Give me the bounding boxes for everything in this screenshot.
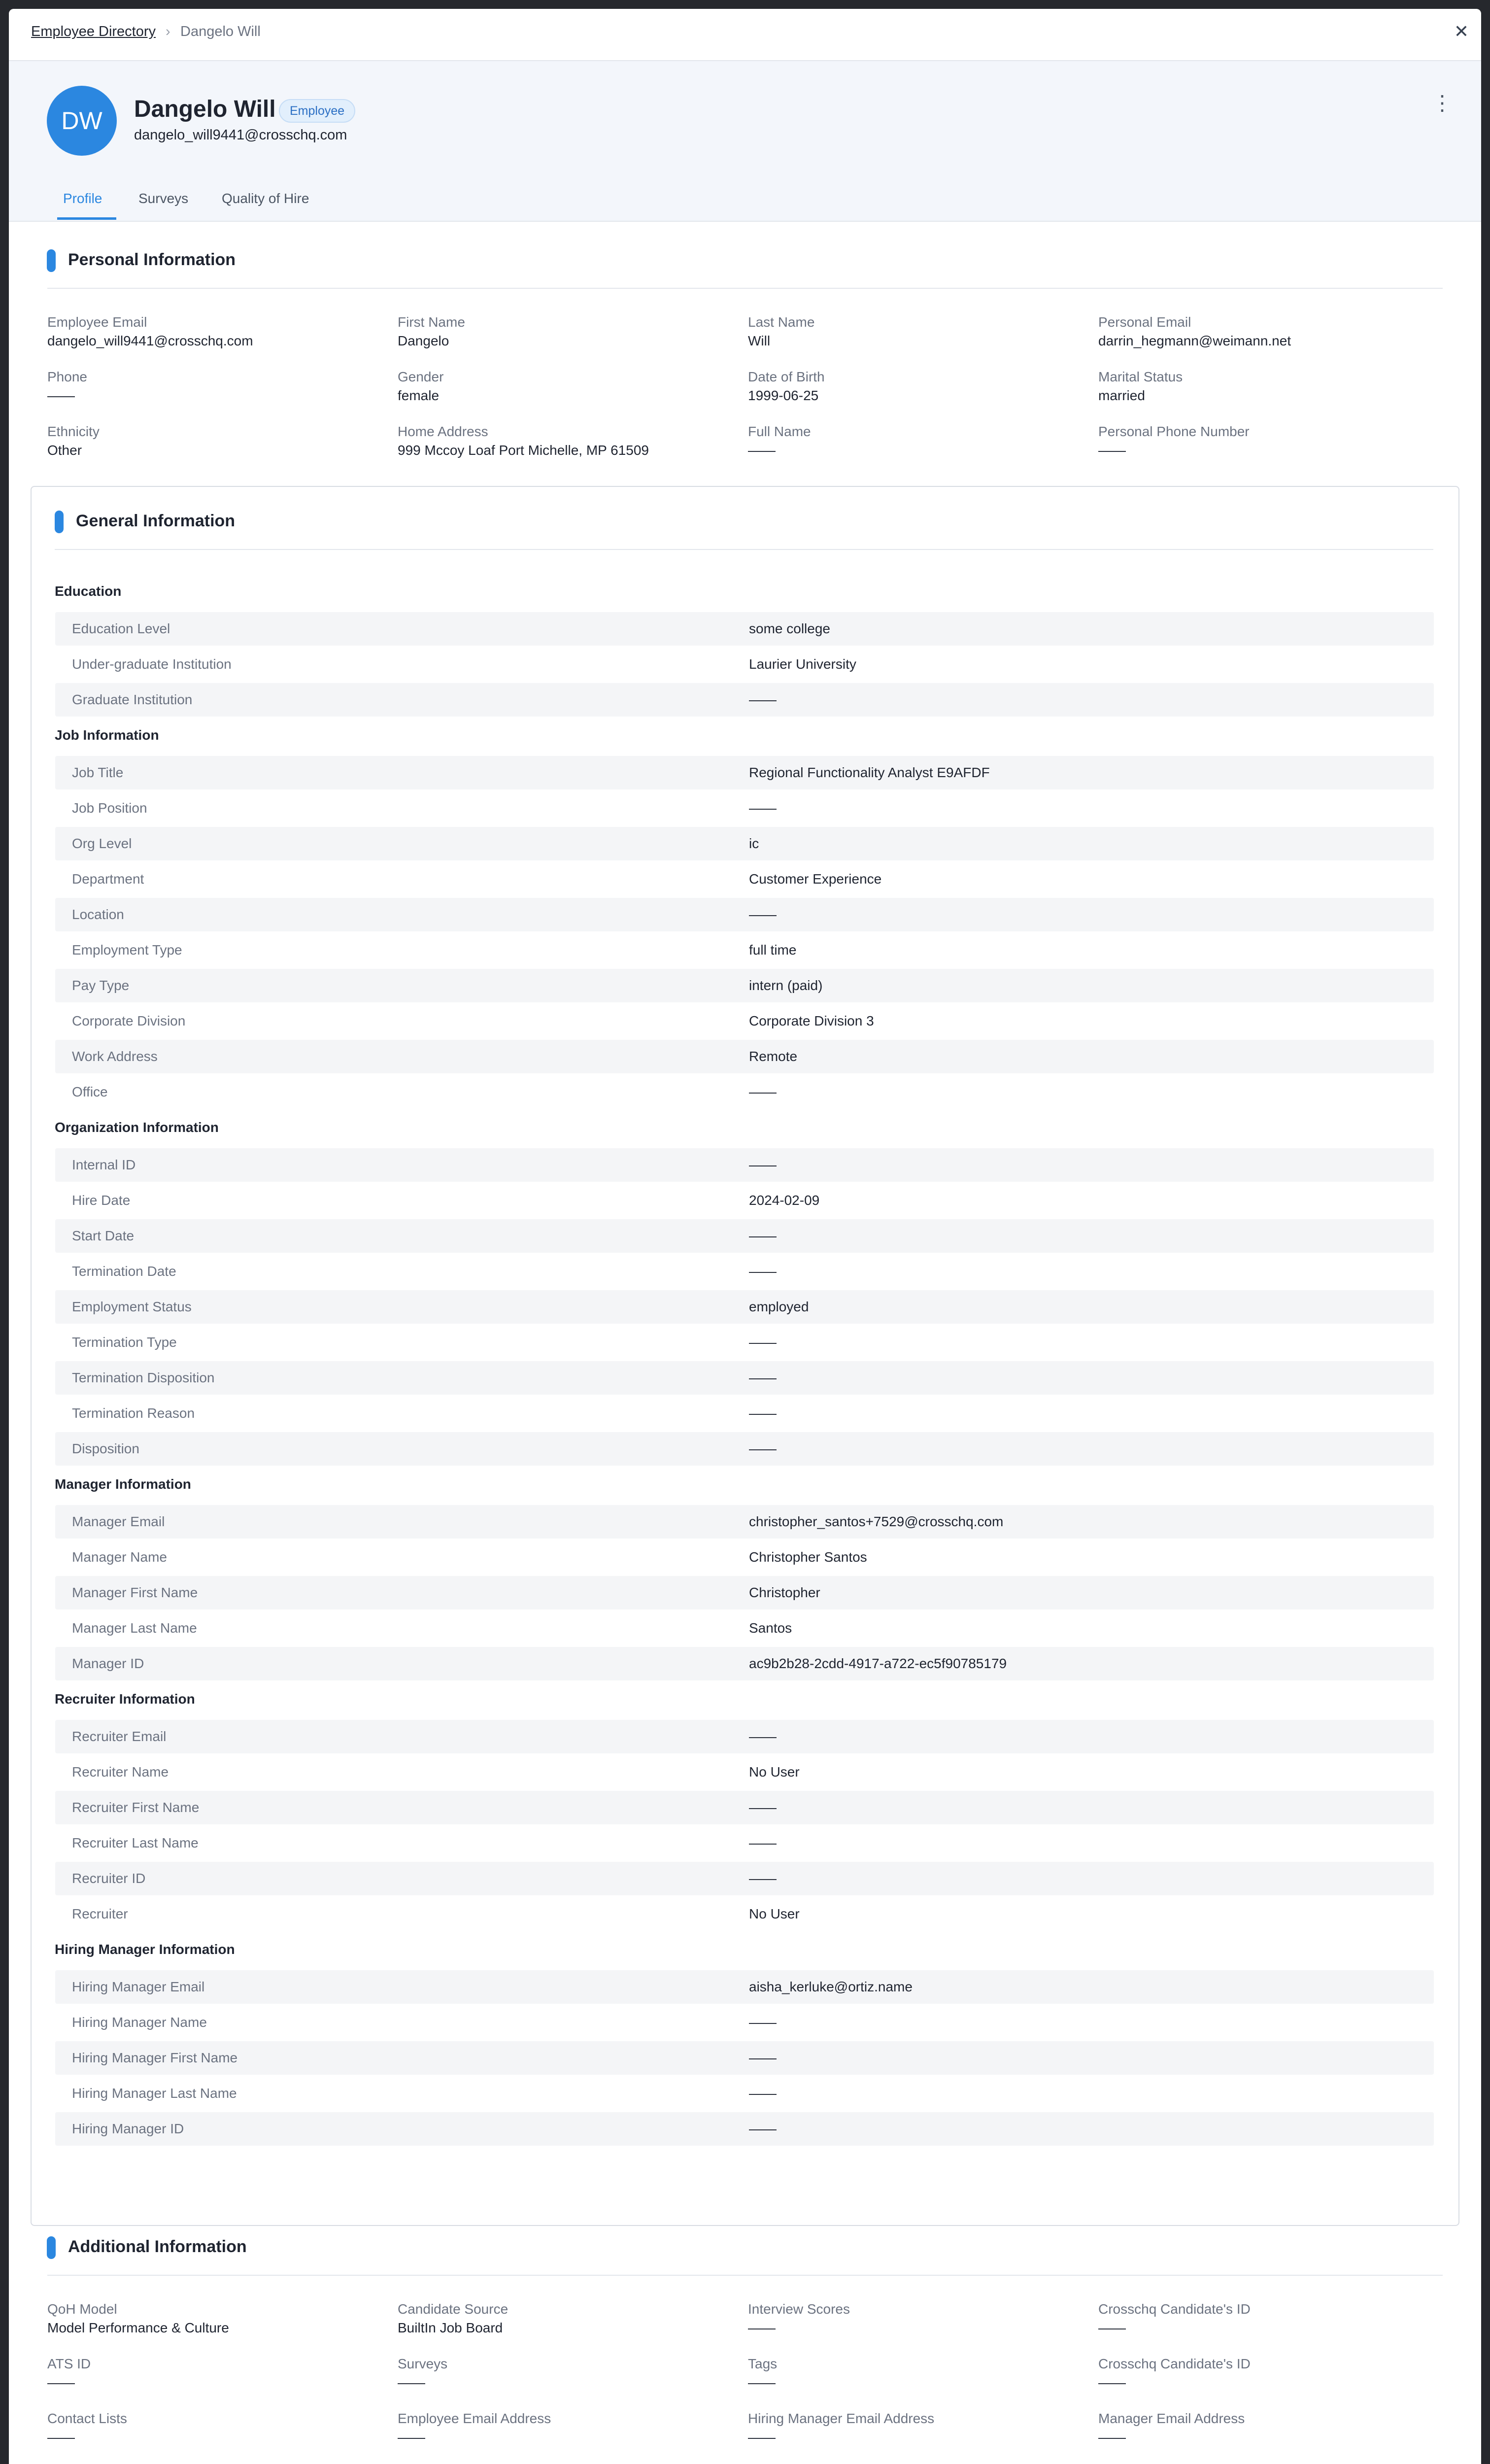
field-label: Tags — [748, 2356, 778, 2371]
row-value: —— — [749, 1157, 777, 1172]
avatar: DW — [47, 86, 117, 156]
info-row — [55, 1255, 1434, 1288]
row-label: Recruiter First Name — [72, 1800, 200, 1815]
field-label: Last Name — [748, 314, 815, 330]
row-label: Manager Last Name — [72, 1620, 197, 1636]
row-label: Pay Type — [72, 978, 130, 993]
field-value: married — [1098, 388, 1145, 403]
field-value: —— — [1098, 443, 1126, 458]
field-value: —— — [748, 2320, 776, 2335]
field-value: 999 Mccoy Loaf Port Michelle, MP 61509 — [398, 443, 649, 458]
row-label: Employment Status — [72, 1299, 192, 1314]
field-label: Ethnicity — [47, 424, 100, 439]
section-divider — [47, 2275, 1443, 2276]
status-badge: Employee — [279, 99, 355, 123]
info-row — [55, 1576, 1434, 1609]
row-label: Manager Email — [72, 1514, 165, 1529]
field-label: Date of Birth — [748, 369, 825, 384]
row-value: —— — [749, 1228, 777, 1243]
info-row — [55, 898, 1434, 931]
section-divider — [47, 288, 1443, 289]
field-value: —— — [398, 2430, 425, 2445]
field-value: —— — [47, 388, 75, 403]
active-tab-indicator — [57, 217, 116, 220]
row-value: —— — [749, 2086, 777, 2101]
row-value: —— — [749, 1871, 777, 1886]
row-value: ic — [749, 836, 759, 851]
row-label: Manager Name — [72, 1549, 167, 1565]
field-label: Marital Status — [1098, 369, 1183, 384]
info-row — [55, 1290, 1434, 1324]
row-value: —— — [749, 1835, 777, 1850]
row-label: Manager First Name — [72, 1585, 198, 1600]
info-row — [55, 1755, 1434, 1789]
info-row — [55, 1970, 1434, 2004]
field-value: Will — [748, 333, 771, 348]
row-value: —— — [749, 1264, 777, 1279]
row-label: Job Position — [72, 800, 147, 816]
modal-topbar — [9, 9, 1481, 61]
row-label: Hiring Manager ID — [72, 2121, 184, 2136]
section-accent — [47, 249, 56, 272]
employee-name: Dangelo Will — [134, 96, 276, 122]
info-row — [55, 1361, 1434, 1395]
row-value: intern (paid) — [749, 978, 823, 993]
row-label: Termination Disposition — [72, 1370, 215, 1385]
row-value: Regional Functionality Analyst E9AFDF — [749, 765, 990, 780]
field-value: female — [398, 388, 440, 403]
info-row — [55, 612, 1434, 646]
info-row — [55, 1326, 1434, 1359]
row-value: —— — [749, 1441, 777, 1456]
row-value: Christopher — [749, 1585, 820, 1600]
breadcrumb-chevron-icon: › — [166, 24, 170, 39]
info-row — [55, 1219, 1434, 1253]
general-information-title: General Information — [76, 512, 236, 530]
info-row — [55, 1826, 1434, 1860]
row-value: Corporate Division 3 — [749, 1013, 874, 1028]
more-options-icon[interactable]: ⋮ — [1432, 91, 1453, 114]
info-row — [55, 1397, 1434, 1430]
row-label: Internal ID — [72, 1157, 136, 1172]
row-label: Office — [72, 1084, 108, 1099]
profile-header — [9, 61, 1481, 222]
info-row — [55, 1505, 1434, 1539]
row-value: —— — [749, 907, 777, 922]
row-label: Department — [72, 871, 144, 887]
field-label: Phone — [47, 369, 87, 384]
row-label: Recruiter — [72, 1906, 128, 1921]
row-label: Termination Reason — [72, 1405, 195, 1421]
row-value: 2024-02-09 — [749, 1193, 820, 1208]
info-row — [55, 648, 1434, 681]
info-row — [55, 969, 1434, 1002]
field-label: Employee Email Address — [398, 2411, 551, 2426]
close-icon[interactable]: ✕ — [1454, 21, 1469, 41]
row-label: Recruiter Last Name — [72, 1835, 199, 1850]
field-label: Surveys — [398, 2356, 448, 2371]
section-accent — [55, 511, 64, 533]
row-value: No User — [749, 1764, 800, 1780]
field-value: Other — [47, 443, 82, 458]
tab-quality-of-hire[interactable]: Quality of Hire — [222, 191, 309, 206]
group-title: Hiring Manager Information — [55, 1942, 235, 1957]
row-value: —— — [749, 1335, 777, 1350]
info-row — [55, 683, 1434, 717]
field-label: Manager Email Address — [1098, 2411, 1245, 2426]
row-label: Location — [72, 907, 124, 922]
info-row — [55, 1611, 1434, 1645]
row-label: Disposition — [72, 1441, 139, 1456]
group-title: Job Information — [55, 727, 159, 743]
group-title: Education — [55, 583, 122, 599]
employee-email: dangelo_will9441@crosschq.com — [134, 127, 347, 143]
row-label: Termination Type — [72, 1335, 177, 1350]
row-label: Recruiter ID — [72, 1871, 146, 1886]
info-row — [55, 1791, 1434, 1824]
field-label: First Name — [398, 314, 465, 330]
row-label: Hiring Manager Last Name — [72, 2086, 237, 2101]
row-value: aisha_kerluke@ortiz.name — [749, 1979, 913, 1994]
row-value: —— — [749, 2015, 777, 2030]
row-value: —— — [749, 1729, 777, 1744]
field-value: —— — [748, 2375, 776, 2390]
field-label: Home Address — [398, 424, 488, 439]
info-row — [55, 1148, 1434, 1182]
field-label: QoH Model — [47, 2301, 117, 2317]
tab-profile[interactable]: Profile — [63, 191, 102, 206]
field-value: Dangelo — [398, 333, 449, 348]
info-row — [55, 2077, 1434, 2110]
row-label: Org Level — [72, 836, 132, 851]
row-label: Hiring Manager Name — [72, 2015, 207, 2030]
info-row — [55, 827, 1434, 860]
row-value: full time — [749, 942, 797, 958]
field-label: Full Name — [748, 424, 811, 439]
tab-surveys[interactable]: Surveys — [138, 191, 189, 206]
info-row — [55, 2041, 1434, 2075]
field-value: —— — [748, 2430, 776, 2445]
row-label: Under-graduate Institution — [72, 656, 232, 672]
row-value: —— — [749, 1800, 777, 1815]
row-value: Remote — [749, 1049, 798, 1064]
field-label: Interview Scores — [748, 2301, 850, 2317]
row-value: —— — [749, 692, 777, 707]
breadcrumb-current: Dangelo Will — [180, 24, 261, 39]
field-value: —— — [398, 2375, 425, 2390]
field-label: Hiring Manager Email Address — [748, 2411, 935, 2426]
row-value: —— — [749, 2050, 777, 2065]
row-value: —— — [749, 1370, 777, 1385]
info-row — [55, 1040, 1434, 1073]
row-value: Santos — [749, 1620, 792, 1636]
field-value: BuiltIn Job Board — [398, 2320, 503, 2335]
section-divider — [55, 549, 1433, 550]
row-label: Hiring Manager Email — [72, 1979, 205, 1994]
field-value: —— — [1098, 2430, 1126, 2445]
row-value: christopher_santos+7529@crosschq.com — [749, 1514, 1004, 1529]
field-value: —— — [748, 443, 776, 458]
info-row — [55, 862, 1434, 896]
row-label: Hiring Manager First Name — [72, 2050, 238, 2065]
row-value: —— — [749, 1084, 777, 1099]
field-value: dangelo_will9441@crosschq.com — [47, 333, 253, 348]
field-label: Candidate Source — [398, 2301, 508, 2317]
row-label: Education Level — [72, 621, 170, 636]
info-row — [55, 1647, 1434, 1680]
info-row — [55, 1184, 1434, 1217]
info-row — [55, 1075, 1434, 1109]
info-row — [55, 1720, 1434, 1753]
field-label: Personal Phone Number — [1098, 424, 1250, 439]
row-label: Manager ID — [72, 1656, 144, 1671]
field-label: ATS ID — [47, 2356, 91, 2371]
info-row — [55, 2006, 1434, 2039]
row-label: Graduate Institution — [72, 692, 193, 707]
section-accent — [47, 2236, 56, 2259]
info-row — [55, 1432, 1434, 1466]
row-label: Work Address — [72, 1049, 158, 1064]
employee-profile-modal — [9, 9, 1481, 2464]
row-value: employed — [749, 1299, 809, 1314]
row-label: Recruiter Email — [72, 1729, 167, 1744]
field-value: —— — [47, 2430, 75, 2445]
field-value: 1999-06-25 — [748, 388, 819, 403]
row-value: Customer Experience — [749, 871, 882, 887]
row-label: Termination Date — [72, 1264, 176, 1279]
info-row — [55, 756, 1434, 789]
field-value: darrin_hegmann@weimann.net — [1098, 333, 1291, 348]
info-row — [55, 1004, 1434, 1038]
row-label: Recruiter Name — [72, 1764, 169, 1780]
row-label: Corporate Division — [72, 1013, 186, 1028]
info-row — [55, 1897, 1434, 1931]
info-row — [55, 933, 1434, 967]
field-label: Employee Email — [47, 314, 147, 330]
field-value: —— — [1098, 2375, 1126, 2390]
group-title: Organization Information — [55, 1120, 219, 1135]
row-label: Job Title — [72, 765, 124, 780]
general-information-card — [31, 486, 1459, 2226]
field-label: Crosschq Candidate's ID — [1098, 2301, 1251, 2317]
field-label: Gender — [398, 369, 444, 384]
field-label: Personal Email — [1098, 314, 1191, 330]
breadcrumb-employee-directory-link[interactable]: Employee Directory — [31, 24, 156, 39]
field-label: Crosschq Candidate's ID — [1098, 2356, 1251, 2371]
info-row — [55, 791, 1434, 825]
info-row — [55, 1540, 1434, 1574]
row-value: —— — [749, 2121, 777, 2136]
additional-information-title: Additional Information — [68, 2237, 247, 2256]
group-title: Recruiter Information — [55, 1691, 195, 1707]
row-label: Hire Date — [72, 1193, 131, 1208]
row-value: Christopher Santos — [749, 1549, 867, 1565]
row-label: Start Date — [72, 1228, 135, 1243]
row-value: some college — [749, 621, 830, 636]
row-value: No User — [749, 1906, 800, 1921]
field-label: Contact Lists — [47, 2411, 127, 2426]
row-value: —— — [749, 800, 777, 816]
field-value: —— — [1098, 2320, 1126, 2335]
info-row — [55, 2112, 1434, 2146]
info-row — [55, 1862, 1434, 1895]
personal-information-title: Personal Information — [68, 250, 236, 269]
row-value: Laurier University — [749, 656, 856, 672]
row-label: Employment Type — [72, 942, 182, 958]
field-value: —— — [47, 2375, 75, 2390]
row-value: ac9b2b28-2cdd-4917-a722-ec5f90785179 — [749, 1656, 1007, 1671]
group-title: Manager Information — [55, 1476, 191, 1492]
row-value: —— — [749, 1405, 777, 1421]
field-value: Model Performance & Culture — [47, 2320, 229, 2335]
